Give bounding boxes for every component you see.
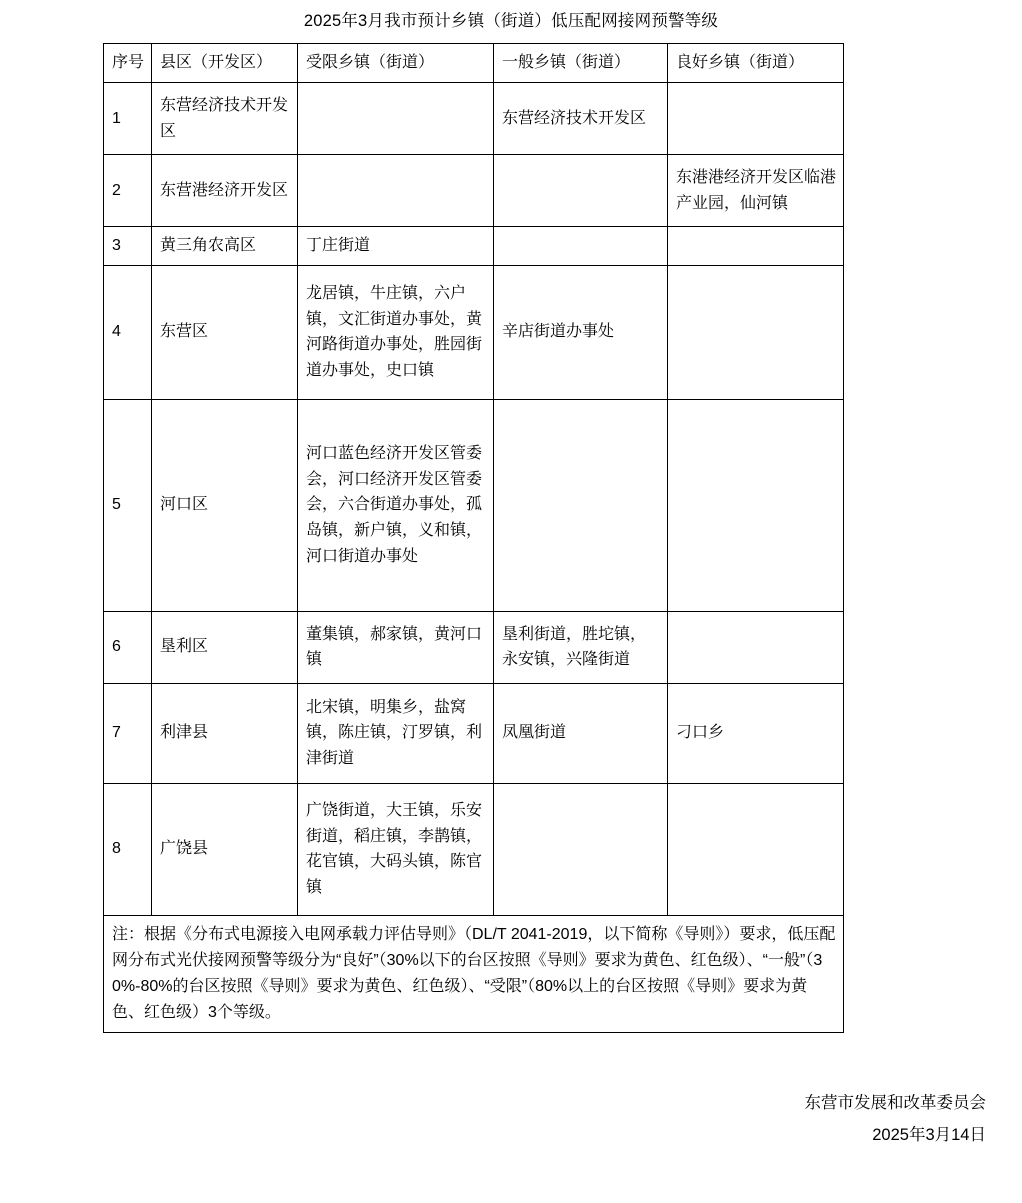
cell-limited: 龙居镇，牛庄镇，六户镇，文汇街道办事处，黄河路街道办事处，胜园街道办事处，史口镇: [298, 265, 494, 399]
cell-good: 刁口乡: [668, 683, 844, 783]
cell-limited: [298, 155, 494, 227]
column-header-county: 县区（开发区）: [152, 44, 298, 83]
table-row: [104, 227, 844, 266]
cell-index: 6: [104, 611, 152, 683]
page-title: 2025年3月我市预计乡镇（街道）低压配网接网预警等级: [303, 12, 719, 30]
signature-organization-text: 东营市发展和改革委员会: [804, 1094, 986, 1113]
warning-level-table: [103, 43, 844, 1032]
cell-limited: 丁庄街道: [298, 227, 494, 266]
cell-normal: 辛店街道办事处: [494, 265, 668, 399]
cell-good: [668, 265, 844, 399]
table-note-row: [104, 915, 844, 1032]
table-header-row: [104, 44, 844, 83]
cell-good: 东港港经济开发区临港产业园，仙河镇: [668, 155, 844, 227]
cell-normal: 凤凰街道: [494, 683, 668, 783]
cell-index: 8: [104, 783, 152, 915]
cell-normal: [494, 155, 668, 227]
cell-county: 利津县: [152, 683, 298, 783]
cell-good: [668, 83, 844, 155]
cell-good: [668, 783, 844, 915]
cell-county: 垦利区: [152, 611, 298, 683]
cell-index: 4: [104, 265, 152, 399]
column-header-normal: 一般乡镇（街道）: [494, 44, 668, 83]
cell-county: 东营港经济开发区: [152, 155, 298, 227]
column-header-limited: 受限乡镇（街道）: [298, 44, 494, 83]
cell-county: 东营区: [152, 265, 298, 399]
column-header-index: 序号: [104, 44, 152, 83]
cell-county: 黄三角农高区: [152, 227, 298, 266]
table-note: 注：根据《分布式电源接入电网承载力评估导则》（DL/T 2041-2019，以下简称《导则》）要求，低压配网分布式光伏接网预警等级分为“良好”（30%以下的台区按照《导则》要求为黄色、红色级）、“一般”（30%-80%的台区按照《导则》要求为黄色、红色级）、“受限”（80%以上的台区按照《导则》要求为黄色、红色级）3个等级。: [104, 915, 844, 1032]
signature-date: [872, 1123, 986, 1149]
table-row: [104, 611, 844, 683]
cell-limited: [298, 83, 494, 155]
cell-limited: 北宋镇，明集乡，盐窝镇，陈庄镇，汀罗镇，利津街道: [298, 683, 494, 783]
signature-organization: [805, 1091, 987, 1117]
cell-index: 3: [104, 227, 152, 266]
cell-county: 河口区: [152, 399, 298, 611]
cell-county: 广饶县: [152, 783, 298, 915]
cell-good: [668, 611, 844, 683]
cell-normal: [494, 783, 668, 915]
cell-normal: [494, 399, 668, 611]
cell-normal: [494, 227, 668, 266]
table-row: [104, 155, 844, 227]
table-row: [104, 399, 844, 611]
cell-normal: 东营经济技术开发区: [494, 83, 668, 155]
cell-index: 5: [104, 399, 152, 611]
cell-good: [668, 227, 844, 266]
table-row: [104, 783, 844, 915]
cell-limited: 河口蓝色经济开发区管委会，河口经济开发区管委会，六合街道办事处，孤岛镇，新户镇，义和镇，河口街道办事处: [298, 399, 494, 611]
cell-index: 2: [104, 155, 152, 227]
column-header-good: 良好乡镇（街道）: [668, 44, 844, 83]
cell-good: [668, 399, 844, 611]
table-row: [104, 83, 844, 155]
cell-index: 1: [104, 83, 152, 155]
cell-index: 7: [104, 683, 152, 783]
cell-normal: 垦利街道，胜坨镇，永安镇，兴隆街道: [494, 611, 668, 683]
cell-limited: 广饶街道，大王镇，乐安街道，稻庄镇，李鹊镇，花官镇，大码头镇，陈官镇: [298, 783, 494, 915]
table-row: [104, 683, 844, 783]
signature-date-text: 2025年3月14日: [872, 1126, 986, 1145]
table-row: [104, 265, 844, 399]
cell-limited: 董集镇，郝家镇，黄河口镇: [298, 611, 494, 683]
cell-county: 东营经济技术开发区: [152, 83, 298, 155]
